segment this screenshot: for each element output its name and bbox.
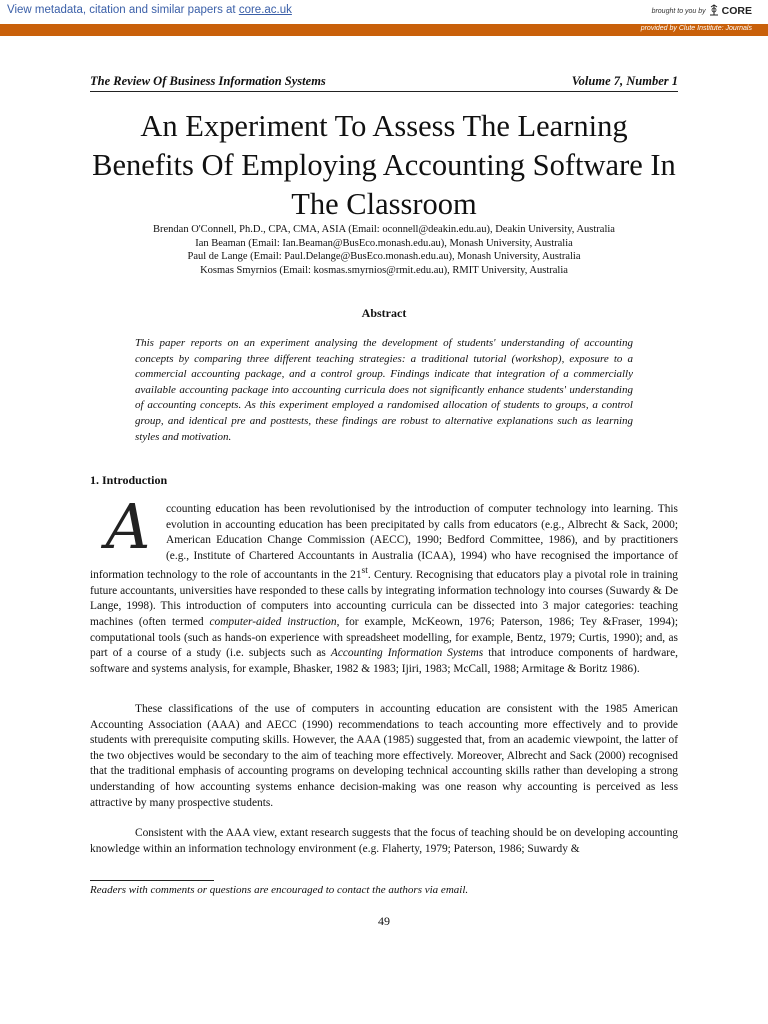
para1-part-a: ccounting education has been revolutionised by the introduction of computer technology into learning. This evolution in accounting education has been precipitated by calls from educators (e.g., Albrecht & Sack, 2000; American Education Change Commission (AECC), 1990; Bedford Committee, 1986), and by practitioners (e.g., Institute of Chartered Accountants in Australia (ICAA), 1994) who have recognised the importance of information technology to the role of accountants in the 21 [90,503,678,582]
section-heading-introduction: 1. Introduction [90,473,168,487]
author-line: Brendan O'Connell, Ph.D., CPA, CMA, ASIA (Email: oconnell@deakin.edu.au), Deakin University, Australia [153,224,615,235]
abstract-text: This paper reports on an experiment analysing the development of students' understanding of accounting concepts by comparing three different teaching strategies: a traditional tutorial (workshop), exposure to a commercial accounting package, and a control group. Findings indicate that integration of a commercially available accounting package into accounting curricula does not significantly enhance students' understanding of accounting concepts. As this experiment employed a randomised allocation of students to groups, a control group, and identical pre and posttests, these findings are robust to alternative explanations such as learning styles and motivation. [135,337,633,443]
intro-paragraph-3: Consistent with the AAA view, extant research suggests that the focus of teaching should be on developing accounting knowledge within an information technology environment (e.g. Flaherty, 1979; Paterson, 1986; Suwardy & [90,827,678,855]
core-link-text[interactable]: core.ac.uk [238,4,292,16]
para1-part-c: , for example, McKeown, 1976; Paterson, 1986; Tey &Fraser, 1994); computational tools (such as hands-on experience with spreadsheet modelling, for example, Bentz, 1979; Curtis, 1990); and, as part of a course of a study (i.e. subjects such as [90,615,678,660]
author-line: Kosmas Smyrnios (Email: kosmas.smyrnios@rmit.edu.au), RMIT University, Australia [200,264,568,276]
para1-emphasis-cai: computer-aided instruction [209,615,337,628]
journal-name: The Review Of Business Information Systems [90,74,326,88]
footnote: Readers with comments or questions are encouraged to contact the authors via email. [90,884,469,896]
para1-superscript: st [361,566,368,577]
author-line: Ian Beaman (Email: Ian.Beaman@BusEco.monash.edu.au), Monash University, Australia [195,237,573,249]
core-logo-icon [709,4,719,18]
abstract-heading: Abstract [361,306,407,320]
intro-paragraph-2: These classifications of the use of computers in accounting education are consistent with the 1985 American Accounting Association (AAA) and AECC (1990) recommendations to teach accounting more effectively and to provide students with prerequisite computing skills. However, the AAA (1985) suggested that, from an academic viewpoint, the latter of the two objectives would be secondary to the aim of teaching more effectively. Moreover, Albrecht and Sack (2000) recognised that the traditional emphasis of accounting programs on developing technical accounting skills rather than developing a strong understanding of how accounting systems enhance decision-making was one reason why accounting is perceived as less attractive by many prospective students. [90,703,678,809]
intro-paragraph-1 [90,490,678,677]
core-logo-text: CORE [721,5,752,17]
author-line: Paul de Lange (Email: Paul.Delange@BusEco.monash.edu.au), Monash University, Australia [187,251,581,262]
para1-emphasis-ais: Accounting Information Systems [330,647,484,660]
core-link-prefix: View metadata, citation and similar papers at [7,4,239,16]
author-list [90,223,678,277]
brought-by-text: brought to you by [651,7,706,15]
brought-by[interactable] [652,4,752,18]
core-banner [0,0,768,25]
para1-part-b: . Century. Recognising that educators play a pivotal role in training future accountants, universities have responded to these calls by integrating information technology into courses (Suwardy & De Lange, 1998). This introduction of computers into accounting curricula can be dissected into 3 major categories: teaching machines (often termed [90,569,678,628]
provider-bar [0,24,768,36]
journal-header [90,74,678,92]
footnote-divider [90,880,214,881]
paper-title: An Experiment To Assess The Learning Benefits Of Employing Accounting Software In The Classroom [92,109,676,221]
provided-by-text: provided by Clute Institute: Journals [640,25,752,32]
core-metadata-link[interactable] [7,4,292,16]
para1-part-d: that introduce components of hardware, software and systems analysis, for example, Bhasker, 1982 & 1983; Ijiri, 1983; McCall, 1988; Armitage & Boritz 1986). [90,647,678,675]
drop-cap: A [105,490,151,563]
page-number: 49 [378,914,390,928]
journal-volume: Volume 7, Number 1 [571,74,678,88]
